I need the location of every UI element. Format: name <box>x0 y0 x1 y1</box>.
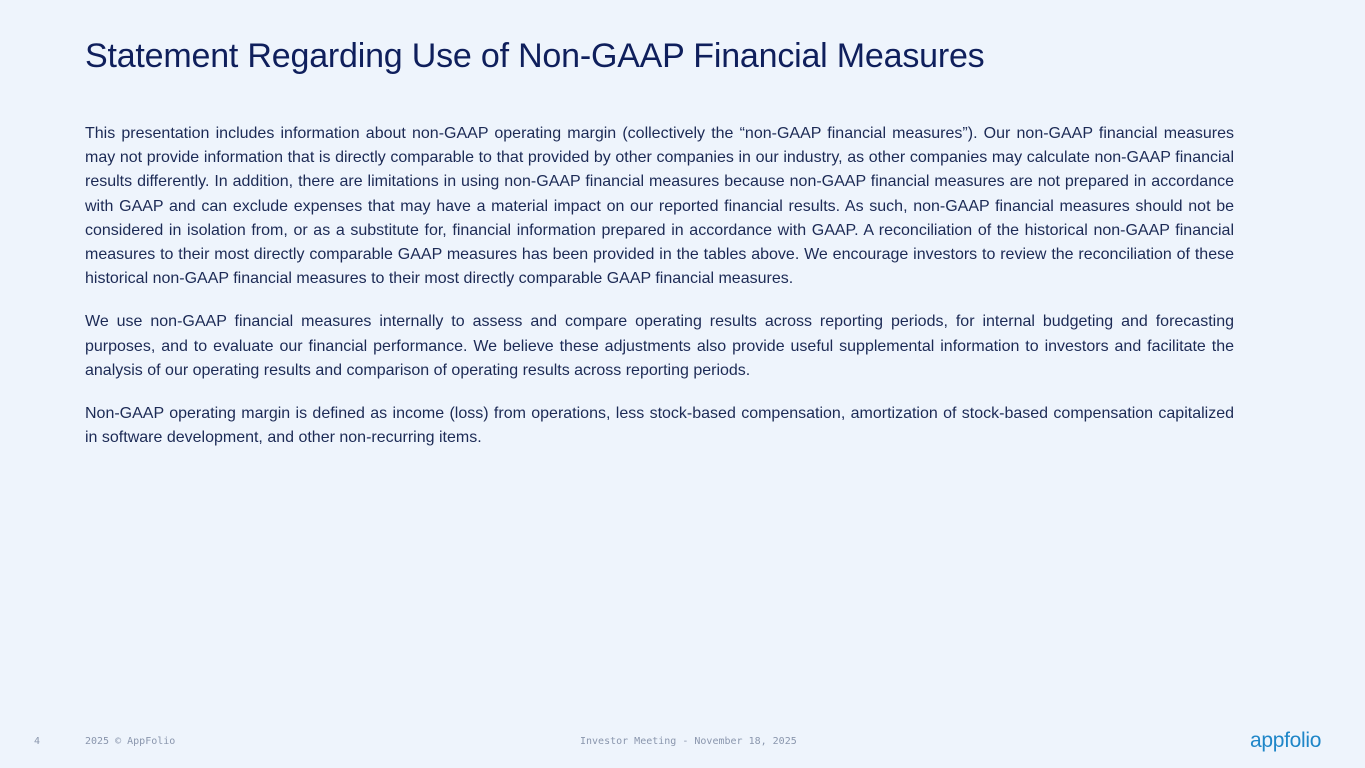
copyright-notice: 2025 © AppFolio <box>85 736 176 747</box>
logo-wordmark: appfolio <box>1250 729 1322 752</box>
appfolio-logo <box>1250 728 1334 754</box>
event-label: Investor Meeting - November 18, 2025 <box>580 736 797 747</box>
disclosure-body <box>85 122 1234 469</box>
page-number: 4 <box>34 736 41 747</box>
page-title: Statement Regarding Use of Non-GAAP Financial Measures <box>85 37 985 75</box>
paragraph-internal-use: We use non-GAAP financial measures internally to assess and compare operating results across reporting periods, for internal budgeting and forecasting purposes, and to evaluate our financial performance. We believe these adjustments also provide useful supplemental information to investors and facilitate the analysis of our operating results and comparison of operating results across reporting periods. <box>85 313 1234 379</box>
paragraph-margin-definition: Non-GAAP operating margin is defined as income (loss) from operations, less stock-based compensation, amortization of stock-based compensation capitalized in software development, and other non-recurring items. <box>85 405 1234 447</box>
paragraph-non-gaap-overview: This presentation includes information about non-GAAP operating margin (collectively the “non-GAAP financial measures”). Our non-GAAP financial measures may not provide information that is directly comparable to that provided by other companies in our industry, as other companies may calculate non-GAAP financial results differently. In addition, there are limitations in using non-GAAP financial measures because non-GAAP financial measures are not prepared in accordance with GAAP and can exclude expenses that may have a material impact on our reported financial results. As such, non-GAAP financial measures should not be considered in isolation from, or as a substitute for, financial information prepared in accordance with GAAP. A reconciliation of the historical non-GAAP financial measures to their most directly comparable GAAP measures has been provided in the tables above. We encourage investors to review the reconciliation of these historical non-GAAP financial measures to their most directly comparable GAAP financial measures. <box>85 125 1234 288</box>
appfolio-logo-icon <box>1250 728 1334 754</box>
